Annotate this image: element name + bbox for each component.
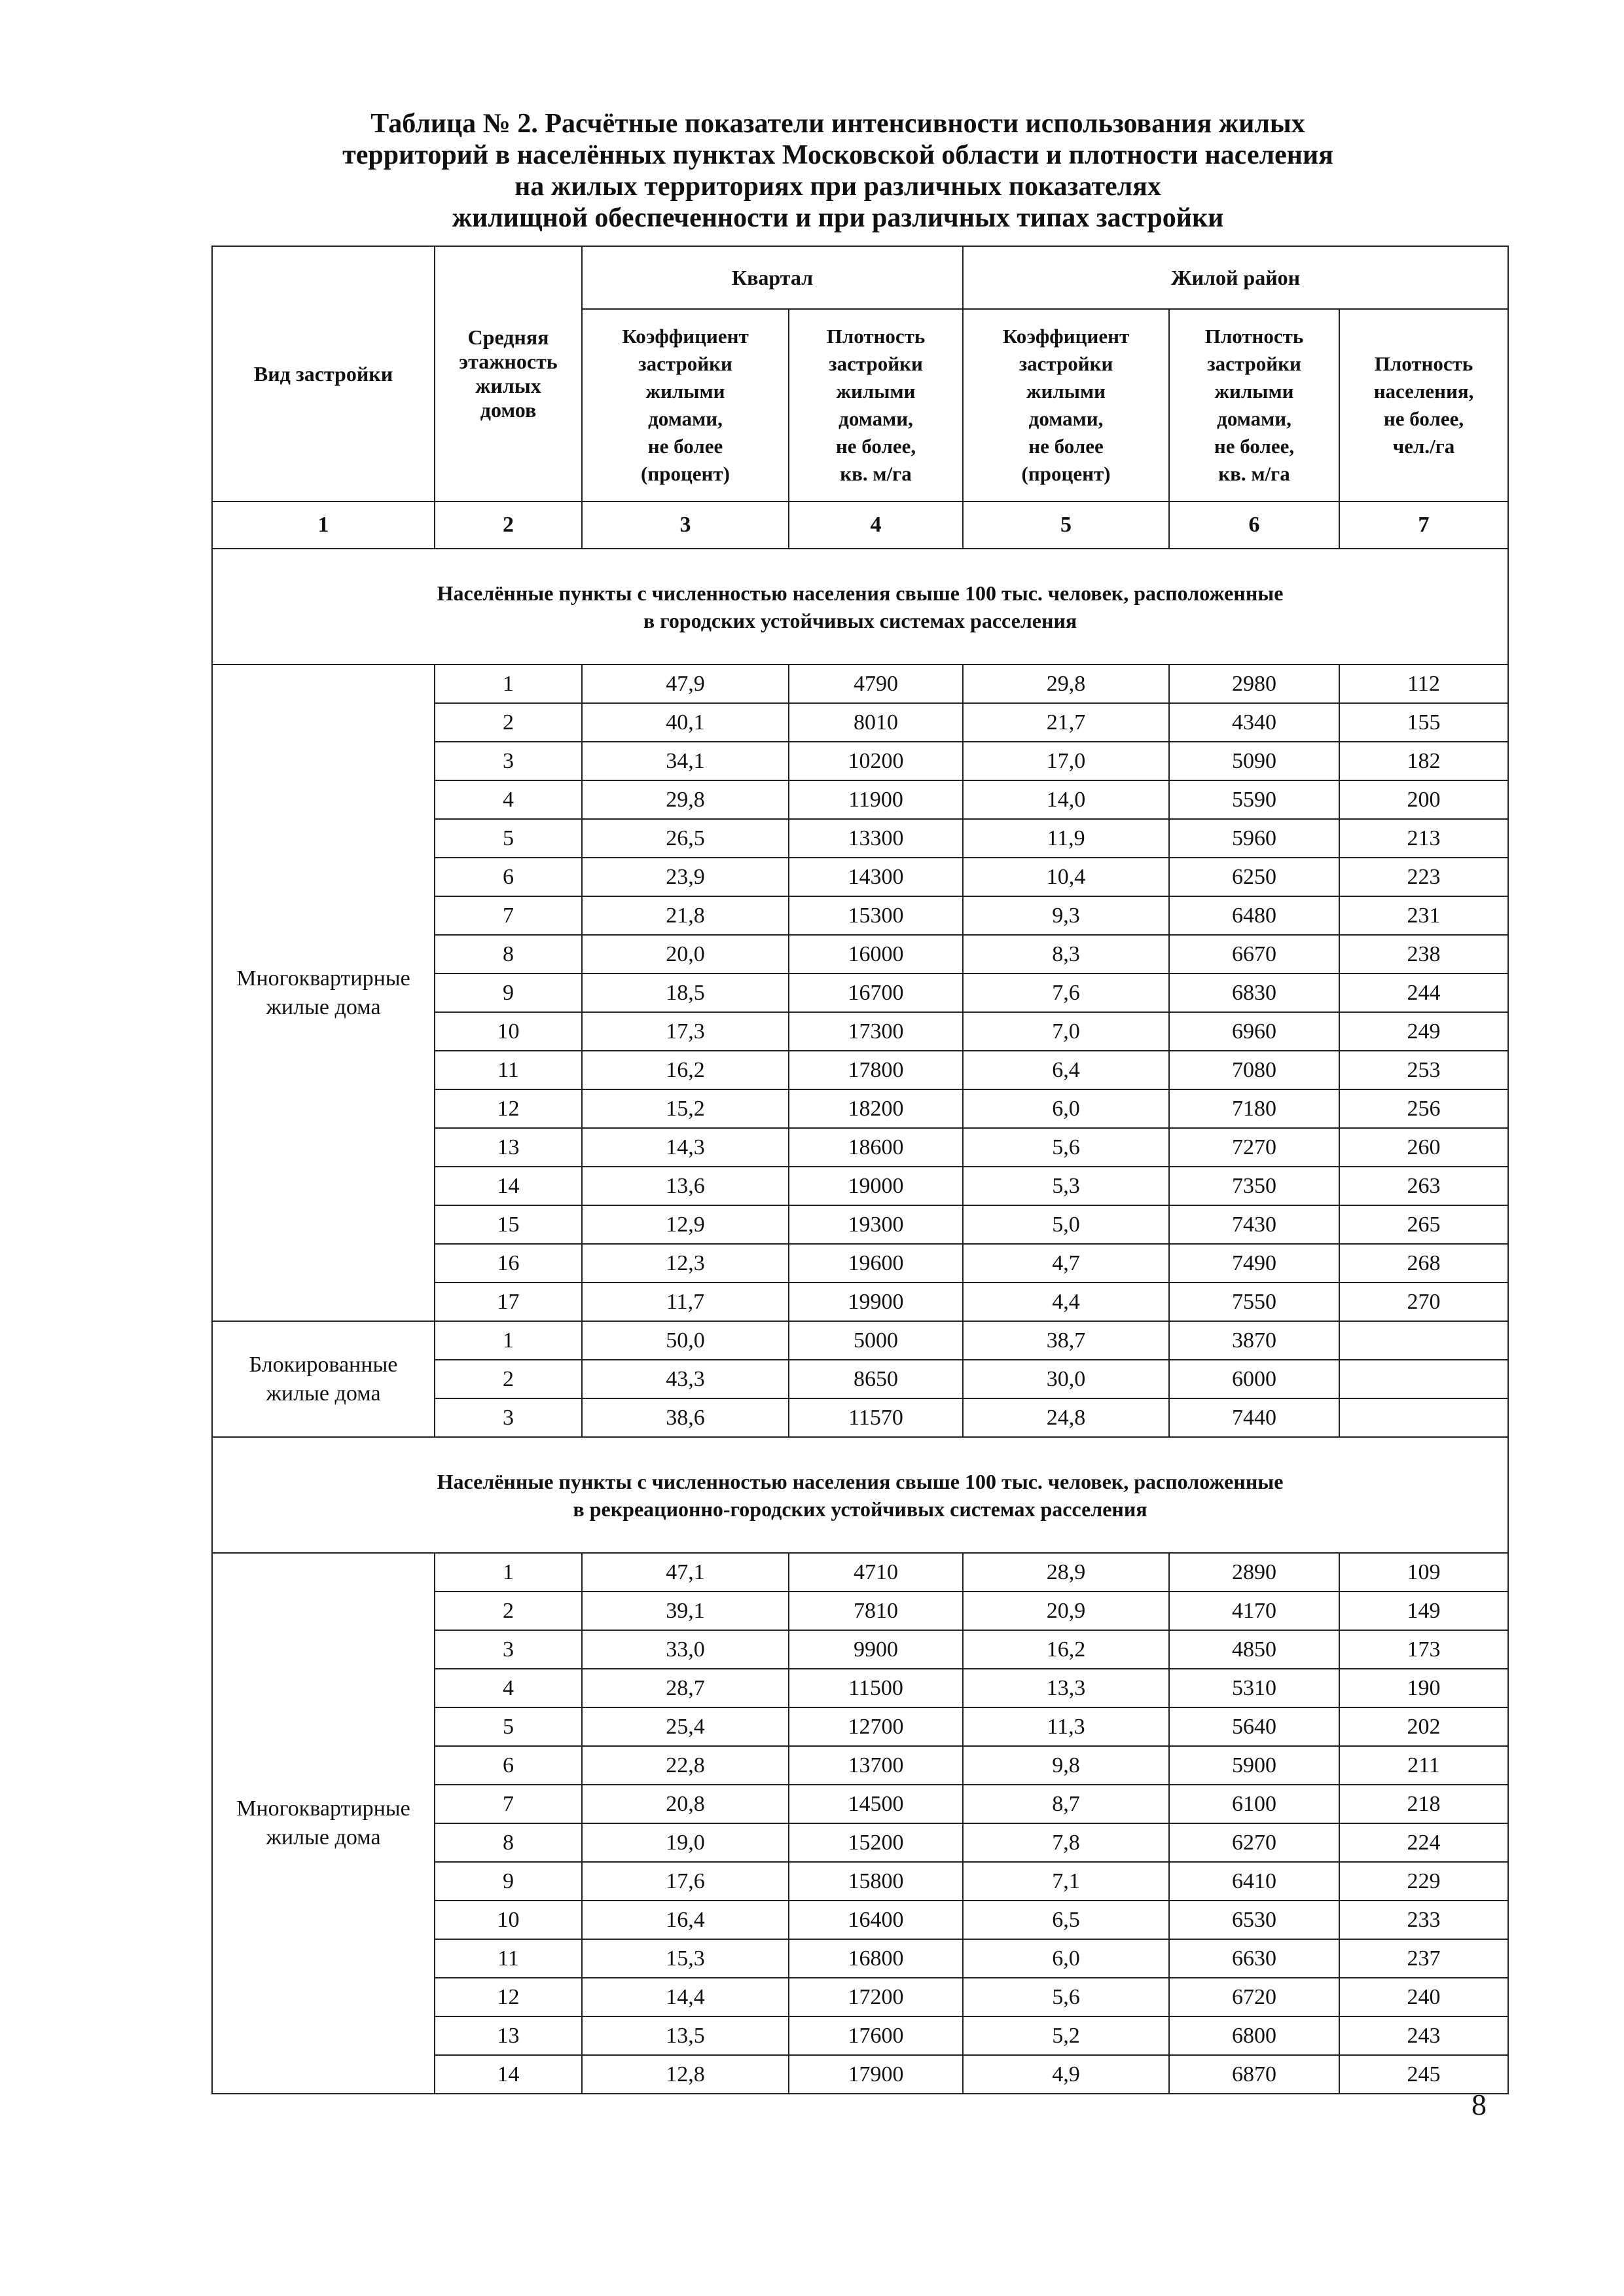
table-cell: 6270 (1169, 1823, 1339, 1862)
table-cell: 12,8 (582, 2055, 789, 2094)
table-cell (1339, 1321, 1508, 1360)
table-body (212, 549, 1508, 2094)
table-cell: 11 (435, 1051, 582, 1089)
table-cell: 3 (435, 1630, 582, 1669)
table-cell: 26,5 (582, 819, 789, 858)
table-cell: 14,4 (582, 1978, 789, 2016)
table-cell: 173 (1339, 1630, 1508, 1669)
table-cell: 15300 (789, 896, 963, 935)
table-cell: 9900 (789, 1630, 963, 1669)
header-coef-district: Коэффициент застройки жилыми домами, не более (процент) (963, 309, 1169, 501)
table-cell: 238 (1339, 935, 1508, 974)
table-cell: 14500 (789, 1785, 963, 1823)
building-type-label (212, 665, 435, 1321)
table-cell: 211 (1339, 1746, 1508, 1785)
section-heading-line: Населённые пункты с численностью населения свыше 100 тыс. человек, расположенные (437, 1469, 1284, 1493)
table-cell: 5960 (1169, 819, 1339, 858)
table-cell: 14300 (789, 858, 963, 896)
table-cell: 109 (1339, 1553, 1508, 1592)
header-coef-kvartal: Коэффициент застройки жилыми домами, не более (процент) (582, 309, 789, 501)
table-cell (1339, 1360, 1508, 1398)
table-cell: 1 (435, 1321, 582, 1360)
table-cell: 270 (1339, 1283, 1508, 1321)
table-cell: 13,3 (963, 1669, 1169, 1707)
table-cell: 23,9 (582, 858, 789, 896)
header-population-density: Плотность населения, не более, чел./га (1339, 309, 1508, 501)
table-cell: 17300 (789, 1012, 963, 1051)
table-cell: 16800 (789, 1939, 963, 1978)
table-cell: 5310 (1169, 1669, 1339, 1707)
table-cell: 7 (435, 1785, 582, 1823)
table-cell: 21,8 (582, 896, 789, 935)
table-cell: 223 (1339, 858, 1508, 896)
table-cell: 8,7 (963, 1785, 1169, 1823)
table-cell: 5,3 (963, 1167, 1169, 1205)
table-cell: 17800 (789, 1051, 963, 1089)
table-cell: 9 (435, 974, 582, 1012)
table-cell: 10 (435, 1901, 582, 1939)
table-cell: 260 (1339, 1128, 1508, 1167)
table-cell: 15,2 (582, 1089, 789, 1128)
table-cell: 5,6 (963, 1128, 1169, 1167)
table-cell: 29,8 (963, 665, 1169, 703)
table-cell: 29,8 (582, 780, 789, 819)
building-type-line: Многоквартирные (236, 1796, 410, 1821)
section-heading-line: Населённые пункты с численностью населения свыше 100 тыс. человек, расположенные (437, 581, 1284, 605)
table-cell: 19300 (789, 1205, 963, 1244)
table-cell: 12700 (789, 1707, 963, 1746)
table-cell: 249 (1339, 1012, 1508, 1051)
table-cell: 6250 (1169, 858, 1339, 896)
table-cell: 5,2 (963, 2016, 1169, 2055)
table-cell: 243 (1339, 2016, 1508, 2055)
table-cell: 11900 (789, 780, 963, 819)
table-cell: 22,8 (582, 1746, 789, 1785)
table-cell: 224 (1339, 1823, 1508, 1862)
table-cell: 17900 (789, 2055, 963, 2094)
table-cell: 47,1 (582, 1553, 789, 1592)
table-cell: 7350 (1169, 1167, 1339, 1205)
table-cell: 6 (435, 1746, 582, 1785)
table-cell: 7550 (1169, 1283, 1339, 1321)
table-cell: 50,0 (582, 1321, 789, 1360)
table-cell: 5 (435, 1707, 582, 1746)
table-cell: 12,9 (582, 1205, 789, 1244)
table-cell: 4790 (789, 665, 963, 703)
table-cell: 6480 (1169, 896, 1339, 935)
table-row (212, 1321, 1508, 1360)
table-cell: 16,4 (582, 1901, 789, 1939)
page-number: 8 (1471, 2088, 1487, 2121)
table-cell: 9,8 (963, 1746, 1169, 1785)
title-line: жилищной обеспеченности и при различных типах застройки (452, 203, 1224, 233)
column-number: 7 (1339, 501, 1508, 549)
column-number: 1 (212, 501, 435, 549)
table-cell: 218 (1339, 1785, 1508, 1823)
table-cell: 7490 (1169, 1244, 1339, 1283)
header-floors: Средняя этажность жилых домов (435, 246, 582, 501)
table-cell: 6870 (1169, 2055, 1339, 2094)
title-line: Таблица № 2. Расчётные показатели интенсивности использования жилых (370, 109, 1305, 139)
table-cell: 4,9 (963, 2055, 1169, 2094)
table-cell: 6530 (1169, 1901, 1339, 1939)
table-cell: 253 (1339, 1051, 1508, 1089)
table-cell: 1 (435, 665, 582, 703)
table-cell: 7430 (1169, 1205, 1339, 1244)
table-cell: 7,8 (963, 1823, 1169, 1862)
building-type-line: жилые дома (266, 1825, 381, 1850)
table-title (196, 108, 1479, 234)
table-cell: 34,1 (582, 742, 789, 780)
table-cell: 268 (1339, 1244, 1508, 1283)
table-cell: 7440 (1169, 1398, 1339, 1437)
table-cell: 5590 (1169, 780, 1339, 819)
table-cell: 263 (1339, 1167, 1508, 1205)
table-cell: 182 (1339, 742, 1508, 780)
column-number: 4 (789, 501, 963, 549)
table-cell: 6670 (1169, 935, 1339, 974)
table-cell: 19900 (789, 1283, 963, 1321)
table-cell: 12 (435, 1089, 582, 1128)
header-district: Жилой район (963, 246, 1508, 309)
table-cell: 233 (1339, 1901, 1508, 1939)
title-line: территорий в населённых пунктах Московской области и плотности населения (342, 140, 1333, 170)
table-cell: 12 (435, 1978, 582, 2016)
table-cell: 14,0 (963, 780, 1169, 819)
table-cell: 18600 (789, 1128, 963, 1167)
table-cell: 6,4 (963, 1051, 1169, 1089)
table-cell: 33,0 (582, 1630, 789, 1669)
table-cell: 15,3 (582, 1939, 789, 1978)
table-cell: 38,7 (963, 1321, 1169, 1360)
table-cell: 5900 (1169, 1746, 1339, 1785)
table-cell: 7 (435, 896, 582, 935)
table-cell: 112 (1339, 665, 1508, 703)
table-cell: 17,6 (582, 1862, 789, 1901)
table-cell: 16 (435, 1244, 582, 1283)
table-cell: 8 (435, 935, 582, 974)
table-cell: 231 (1339, 896, 1508, 935)
table-cell: 28,7 (582, 1669, 789, 1707)
table-cell: 17,0 (963, 742, 1169, 780)
table-cell: 2 (435, 1360, 582, 1398)
table-cell: 11 (435, 1939, 582, 1978)
table-cell: 200 (1339, 780, 1508, 819)
column-number: 6 (1169, 501, 1339, 549)
table-cell: 7180 (1169, 1089, 1339, 1128)
table-cell: 16700 (789, 974, 963, 1012)
table-cell: 240 (1339, 1978, 1508, 2016)
table-cell: 20,0 (582, 935, 789, 974)
building-type-line: жилые дома (266, 1381, 381, 1406)
section-heading-line: в городских устойчивых системах расселения (643, 608, 1077, 632)
building-type-line: Блокированные (249, 1352, 398, 1377)
table-cell: 237 (1339, 1939, 1508, 1978)
table-cell: 25,4 (582, 1707, 789, 1746)
table-cell: 213 (1339, 819, 1508, 858)
table-cell: 40,1 (582, 703, 789, 742)
table-cell: 16000 (789, 935, 963, 974)
table-cell: 3870 (1169, 1321, 1339, 1360)
table-cell: 245 (1339, 2055, 1508, 2094)
table-cell: 11500 (789, 1669, 963, 1707)
table-cell: 15200 (789, 1823, 963, 1862)
table-cell: 8010 (789, 703, 963, 742)
table-cell: 8650 (789, 1360, 963, 1398)
table-cell: 12,3 (582, 1244, 789, 1283)
table-cell: 15 (435, 1205, 582, 1244)
table-cell: 14 (435, 2055, 582, 2094)
table-cell: 6720 (1169, 1978, 1339, 2016)
table-cell: 9 (435, 1862, 582, 1901)
table-cell: 5000 (789, 1321, 963, 1360)
table-cell: 190 (1339, 1669, 1508, 1707)
table-cell: 2 (435, 1592, 582, 1630)
table-cell: 5,6 (963, 1978, 1169, 2016)
table-cell: 202 (1339, 1707, 1508, 1746)
table-cell: 17,3 (582, 1012, 789, 1051)
table-cell: 11,9 (963, 819, 1169, 858)
table-cell: 20,8 (582, 1785, 789, 1823)
table-cell: 6100 (1169, 1785, 1339, 1823)
table-cell: 4340 (1169, 703, 1339, 742)
table-cell: 6960 (1169, 1012, 1339, 1051)
table-cell: 5640 (1169, 1707, 1339, 1746)
table-cell: 13300 (789, 819, 963, 858)
table-cell: 7,0 (963, 1012, 1169, 1051)
table-cell: 16,2 (582, 1051, 789, 1089)
table-cell: 17 (435, 1283, 582, 1321)
table-cell: 18200 (789, 1089, 963, 1128)
table-cell: 7,6 (963, 974, 1169, 1012)
table-cell: 256 (1339, 1089, 1508, 1128)
header-density-district: Плотность застройки жилыми домами, не более, кв. м/га (1169, 309, 1339, 501)
table-cell: 3 (435, 742, 582, 780)
table-cell: 7,1 (963, 1862, 1169, 1901)
building-type-label (212, 1321, 435, 1437)
table-cell: 43,3 (582, 1360, 789, 1398)
table-cell: 6800 (1169, 2016, 1339, 2055)
table-cell: 7810 (789, 1592, 963, 1630)
building-type-line: Многоквартирные (236, 966, 410, 991)
column-number: 2 (435, 501, 582, 549)
table-row (212, 665, 1508, 703)
table-cell: 10,4 (963, 858, 1169, 896)
table-cell: 4,4 (963, 1283, 1169, 1321)
table-cell: 39,1 (582, 1592, 789, 1630)
table-cell: 7270 (1169, 1128, 1339, 1167)
table-cell: 14,3 (582, 1128, 789, 1167)
data-table (211, 246, 1509, 2094)
table-cell: 20,9 (963, 1592, 1169, 1630)
table-cell: 4 (435, 780, 582, 819)
table-cell: 5090 (1169, 742, 1339, 780)
section-heading (212, 549, 1508, 665)
table-cell: 244 (1339, 974, 1508, 1012)
table-cell: 7080 (1169, 1051, 1339, 1089)
table-cell: 6630 (1169, 1939, 1339, 1978)
table-cell: 30,0 (963, 1360, 1169, 1398)
table-cell: 13 (435, 2016, 582, 2055)
table-cell: 19,0 (582, 1823, 789, 1862)
title-line: на жилых территориях при различных показателях (514, 172, 1161, 202)
building-type-line: жилые дома (266, 994, 381, 1019)
table-cell: 10 (435, 1012, 582, 1051)
table-cell: 2980 (1169, 665, 1339, 703)
header-vid-zastroyki: Вид застройки (212, 246, 435, 501)
table-cell: 10200 (789, 742, 963, 780)
table-cell: 155 (1339, 703, 1508, 742)
table-cell: 16400 (789, 1901, 963, 1939)
table-cell: 3 (435, 1398, 582, 1437)
table-cell: 4170 (1169, 1592, 1339, 1630)
table-cell: 4710 (789, 1553, 963, 1592)
table-cell: 17200 (789, 1978, 963, 2016)
table-cell: 11570 (789, 1398, 963, 1437)
table-cell (1339, 1398, 1508, 1437)
table-cell: 47,9 (582, 665, 789, 703)
table-cell: 21,7 (963, 703, 1169, 742)
section-heading-row (212, 549, 1508, 665)
table-cell: 6,5 (963, 1901, 1169, 1939)
table-cell: 5,0 (963, 1205, 1169, 1244)
table-row (212, 1553, 1508, 1592)
table-cell: 4,7 (963, 1244, 1169, 1283)
table-cell: 2890 (1169, 1553, 1339, 1592)
table-cell: 38,6 (582, 1398, 789, 1437)
column-number: 3 (582, 501, 789, 549)
table-cell: 19000 (789, 1167, 963, 1205)
section-heading-line: в рекреационно-городских устойчивых системах расселения (573, 1497, 1147, 1521)
table-cell: 6410 (1169, 1862, 1339, 1901)
table-cell: 229 (1339, 1862, 1508, 1901)
table-cell: 2 (435, 703, 582, 742)
table-cell: 9,3 (963, 896, 1169, 935)
table-cell: 18,5 (582, 974, 789, 1012)
table-cell: 8 (435, 1823, 582, 1862)
table-cell: 6000 (1169, 1360, 1339, 1398)
table-cell: 6830 (1169, 974, 1339, 1012)
table-cell: 6 (435, 858, 582, 896)
table-cell: 6,0 (963, 1089, 1169, 1128)
table-cell: 11,7 (582, 1283, 789, 1321)
table-cell: 24,8 (963, 1398, 1169, 1437)
table-cell: 13,5 (582, 2016, 789, 2055)
table-cell: 6,0 (963, 1939, 1169, 1978)
table-cell: 5 (435, 819, 582, 858)
header-density-kvartal: Плотность застройки жилыми домами, не более, кв. м/га (789, 309, 963, 501)
table-cell: 13700 (789, 1746, 963, 1785)
table-cell: 265 (1339, 1205, 1508, 1244)
header-kvartal: Квартал (582, 246, 963, 309)
building-type-label (212, 1553, 435, 2094)
table-cell: 8,3 (963, 935, 1169, 974)
table-cell: 149 (1339, 1592, 1508, 1630)
table-cell: 15800 (789, 1862, 963, 1901)
table-cell: 17600 (789, 2016, 963, 2055)
table-cell: 14 (435, 1167, 582, 1205)
column-number: 5 (963, 501, 1169, 549)
section-heading (212, 1437, 1508, 1553)
table-cell: 4850 (1169, 1630, 1339, 1669)
table-cell: 1 (435, 1553, 582, 1592)
table-cell: 13 (435, 1128, 582, 1167)
table-cell: 19600 (789, 1244, 963, 1283)
table-cell: 4 (435, 1669, 582, 1707)
table-cell: 28,9 (963, 1553, 1169, 1592)
table-cell: 16,2 (963, 1630, 1169, 1669)
section-heading-row (212, 1437, 1508, 1553)
table-cell: 11,3 (963, 1707, 1169, 1746)
table-cell: 13,6 (582, 1167, 789, 1205)
